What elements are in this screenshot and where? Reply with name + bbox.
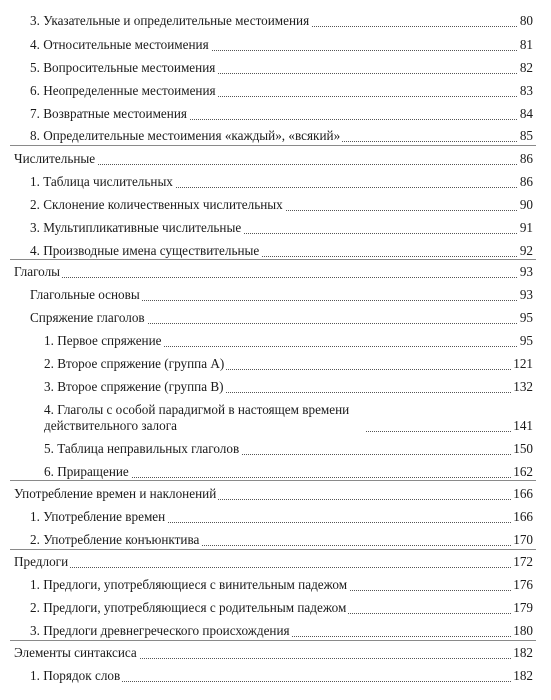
toc-entry [0,331,551,349]
entry-title: 2. Употребление конъюнктива [30,532,200,547]
toc-entry [0,195,551,213]
toc-entry [0,58,551,76]
section-divider [10,259,536,260]
section-divider [10,145,536,146]
section-title: Элементы синтаксиса [14,645,137,660]
entry-page: 95 [519,310,533,325]
entry-page: 150 [513,441,533,456]
toc-entry [0,172,551,190]
toc-section [0,262,551,280]
entry-page: 81 [519,37,533,52]
toc-entry [0,598,551,616]
entry-page: 85 [519,128,533,143]
entry-page: 82 [519,60,533,75]
entry-title: 7. Возвратные местоимения [30,106,187,121]
entry-page: 90 [519,197,533,212]
section-title: Числительные [14,151,96,166]
toc-entry [0,377,551,395]
entry-page: 84 [519,106,533,121]
entry-title: 8. Определительные местоимения «каждый», «всякий» [30,128,341,143]
toc-entry [0,35,551,53]
entry-page: 180 [513,623,533,638]
toc-entry [0,621,551,639]
section-divider [10,549,536,550]
toc-entry [0,218,551,236]
entry-page: 170 [513,532,533,547]
entry-page: 179 [513,600,533,615]
entry-page: 86 [519,151,533,166]
entry-title: 6. Неопределенные местоимения [30,83,216,98]
entry-title: 3. Мультипликативные числительные [30,220,242,235]
entry-page: 92 [519,243,533,258]
entry-page: 162 [513,464,533,479]
toc-entry [0,439,551,457]
section-title: Глаголы [14,264,61,279]
entry-page: 121 [513,356,533,371]
toc-entry [0,666,551,684]
entry-title: 2. Второе спряжение (группа А) [44,356,225,371]
entry-title: 1. Предлоги, употребляющиеся с винительным падежом [30,577,348,592]
entry-title: 2. Предлоги, употребляющиеся с родительным падежом [30,600,347,615]
entry-page: 141 [513,418,533,433]
toc-entry [0,126,551,144]
entry-page: 83 [519,83,533,98]
toc-section [0,149,551,167]
entry-page: 166 [513,486,533,501]
entry-title: 3. Второе спряжение (группа В) [44,379,224,394]
entry-title: 5. Вопросительные местоимения [30,60,216,75]
dot-leader [14,567,533,568]
toc-subsection [0,285,551,303]
entry-title: 3. Указательные и определительные местоимения [30,13,310,28]
entry-page: 182 [513,645,533,660]
entry-page: 176 [513,577,533,592]
entry-title: 4. Глаголы с особой парадигмой в настоящем времени действительного залога [44,402,366,434]
toc-entry [0,400,551,434]
toc-section [0,552,551,570]
entry-page: 166 [513,509,533,524]
entry-title: 1. Таблица числительных [30,174,173,189]
entry-page: 93 [519,287,533,302]
entry-title: 1. Первое спряжение [44,333,162,348]
toc-entry [0,11,551,29]
entry-page: 172 [513,554,533,569]
entry-page: 132 [513,379,533,394]
toc-entry [0,354,551,372]
subsection-title: Спряжение глаголов [30,310,145,325]
entry-title: 4. Производные имена существительные [30,243,260,258]
toc-subsection [0,308,551,326]
toc-entry [0,81,551,99]
section-title: Употребление времен и наклонений [14,486,217,501]
toc-entry [0,530,551,548]
entry-title: 4. Относительные местоимения [30,37,209,52]
entry-title: 6. Приращение [44,464,129,479]
entry-page: 80 [519,13,533,28]
entry-page: 95 [519,333,533,348]
entry-title: 1. Порядок слов [30,668,121,683]
entry-title: 2. Склонение количественных числительных [30,197,283,212]
toc-entry [0,104,551,122]
entry-title: 1. Употребление времен [30,509,166,524]
entry-title: 3. Предлоги древнегреческого происхождения [30,623,290,638]
section-divider [10,640,536,641]
toc-entry [0,575,551,593]
entry-page: 91 [519,220,533,235]
subsection-title: Глагольные основы [30,287,140,302]
dot-leader [14,277,533,278]
section-divider [10,480,536,481]
toc-entry [0,462,551,480]
toc-entry [0,507,551,525]
entry-title: 5. Таблица неправильных глаголов [44,441,240,456]
entry-page: 86 [519,174,533,189]
entry-page: 182 [513,668,533,683]
entry-page: 93 [519,264,533,279]
section-title: Предлоги [14,554,69,569]
toc-section [0,484,551,502]
toc-section [0,643,551,661]
toc-entry [0,241,551,259]
